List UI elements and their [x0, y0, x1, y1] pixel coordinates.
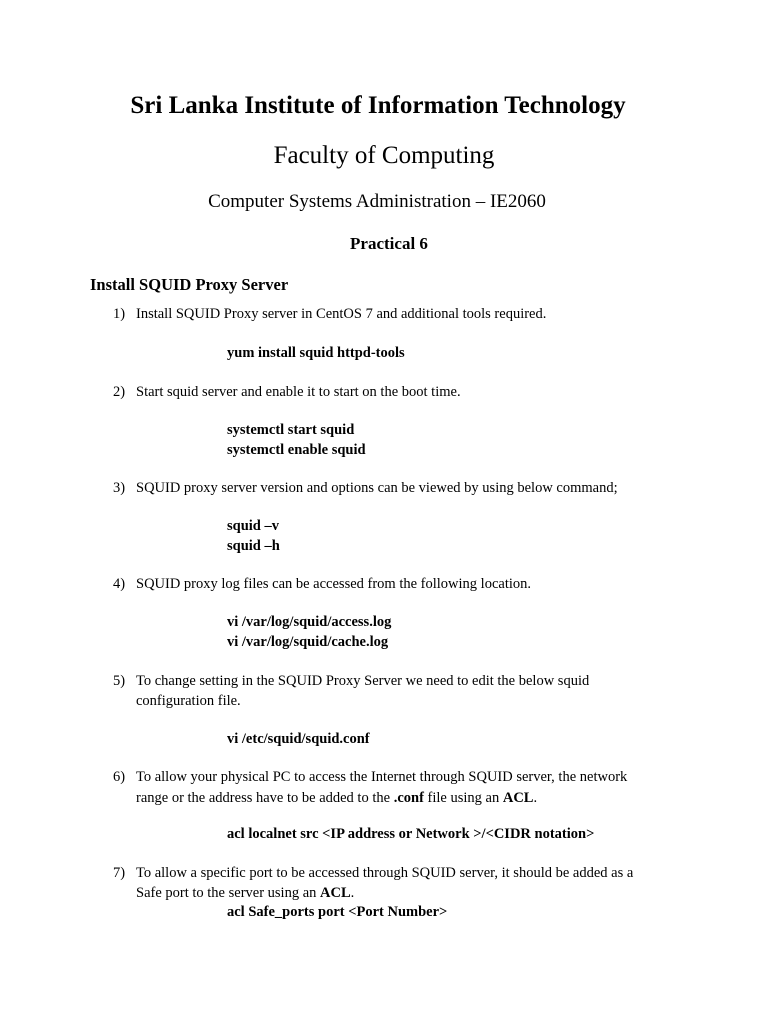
step-text-line-2 — [136, 788, 537, 808]
text-run: file using an — [423, 790, 503, 806]
command-line: systemctl start squid — [227, 422, 355, 438]
course-heading: Computer Systems Administration – IE2060 — [208, 191, 546, 212]
practical-heading: Practical 6 — [350, 234, 428, 253]
text-run: . — [350, 885, 355, 901]
step-text-line-2 — [136, 883, 354, 903]
institute-title: Sri Lanka Institute of Information Technology — [130, 92, 626, 119]
command-line: systemctl enable squid — [227, 442, 366, 458]
command-line: vi /etc/squid/squid.conf — [227, 731, 370, 747]
step-number: 5) — [113, 673, 126, 689]
command-line: vi /var/log/squid/cache.log — [227, 634, 389, 650]
step-text: SQUID proxy server version and options can be viewed by using below command; — [136, 480, 618, 496]
step-text-line-1: To allow your physical PC to access the Internet through SQUID server, the network — [136, 769, 628, 785]
acl-keyword: ACL — [502, 790, 534, 806]
command-line: yum install squid httpd-tools — [227, 345, 405, 361]
command-line: acl Safe_ports port <Port Number> — [227, 904, 448, 920]
text-run: range or the address have to be added to the — [136, 790, 394, 806]
command-line: acl localnet src <IP address or Network >/<CIDR notation> — [227, 826, 595, 842]
step-number: 2) — [113, 384, 126, 400]
command-line: squid –v — [227, 518, 279, 534]
step-text-line-1: To change setting in the SQUID Proxy Server we need to edit the below squid — [136, 673, 590, 689]
step-number: 3) — [113, 480, 126, 496]
step-text-line-2: configuration file. — [136, 693, 241, 709]
conf-keyword: .conf — [393, 790, 424, 806]
step-text-line-1: To allow a specific port to be accessed through SQUID server, it should be added as a — [136, 865, 634, 881]
step-number: 6) — [113, 769, 126, 785]
section-title: Install SQUID Proxy Server — [90, 275, 289, 294]
step-text: SQUID proxy log files can be accessed from the following location. — [136, 576, 532, 592]
step-number: 4) — [113, 576, 126, 592]
command-line: vi /var/log/squid/access.log — [227, 614, 392, 630]
text-run: . — [533, 790, 538, 806]
text-run: Safe port to the server using an — [136, 885, 321, 901]
step-number: 1) — [113, 306, 126, 322]
acl-keyword: ACL — [320, 885, 351, 901]
command-line: squid –h — [227, 538, 280, 554]
step-text: Install SQUID Proxy server in CentOS 7 and additional tools required. — [136, 306, 547, 322]
step-number: 7) — [113, 865, 126, 881]
faculty-heading: Faculty of Computing — [273, 142, 495, 169]
step-text: Start squid server and enable it to start on the boot time. — [136, 384, 461, 400]
